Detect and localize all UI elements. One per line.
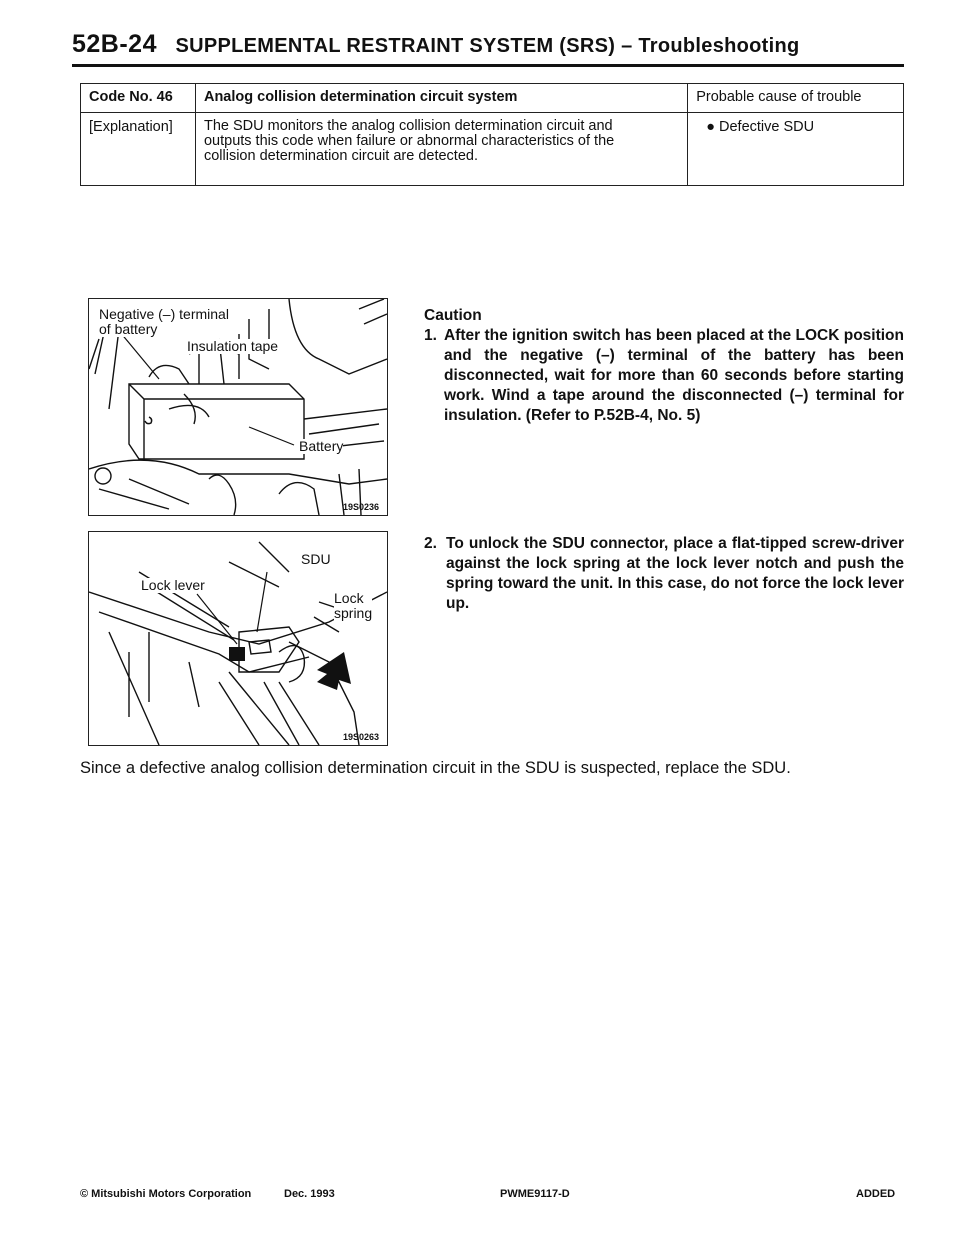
sdu-connector-figure (88, 531, 388, 746)
label-negative-terminal (99, 307, 229, 337)
caution-item-2 (424, 534, 904, 614)
explanation-line: collision determination circuit are detected. (203, 148, 478, 164)
explanation-label-cell: [Explanation] (81, 113, 196, 186)
caution-heading: Caution (424, 307, 482, 324)
item-text: To unlock the SDU connector, place a flat-tipped screw-driver against the lock spring at the lock lever notch and push the spring toward the unit. In this case, do not force the lock lever up. (446, 535, 904, 612)
label-sdu: SDU (301, 551, 331, 567)
label-battery: Battery (299, 438, 344, 454)
figure-id: 19S0263 (343, 732, 380, 742)
label-line: spring (334, 605, 373, 621)
label-line: Lock (334, 590, 364, 606)
label-line: of battery (99, 321, 158, 337)
item-number: 2. (424, 535, 437, 552)
code-table (80, 83, 904, 186)
page-header (72, 30, 904, 59)
explanation-line: outputs this code when failure or abnormal characteristics of the (203, 133, 615, 149)
cause-cell: ● Defective SDU (688, 113, 904, 186)
explanation-line: The SDU monitors the analog collision determination circuit and (203, 118, 613, 134)
caution-item-1 (424, 326, 904, 426)
explanation-text-cell (195, 113, 687, 186)
figure-id: 19S0236 (343, 502, 380, 512)
section-title: SUPPLEMENTAL RESTRAINT SYSTEM (SRS) – Troubleshooting (175, 35, 800, 57)
caution-block (424, 306, 904, 426)
battery-terminal-figure (88, 298, 388, 516)
footer-copyright: © Mitsubishi Motors Corporation (80, 1188, 252, 1200)
footer-status: ADDED (856, 1188, 896, 1200)
summary-text: Since a defective analog collision determination circuit in the SDU is suspected, replace the SDU. (80, 759, 791, 777)
item-text: After the ignition switch has been placed at the LOCK position and the negative (–) terminal of the battery has been disconnected, wait for more than 60 seconds before starting work. Wind a tape around the disconnected (–) terminal for insulation. (Refer to P.52B-4, No. 5) (444, 327, 904, 424)
label-insulation-tape: Insulation tape (187, 338, 279, 354)
sdu-connector-illustration (89, 532, 387, 745)
item-number: 1. (424, 327, 437, 344)
label-line: Negative (–) terminal (99, 306, 229, 322)
footer-date: Dec. 1993 (284, 1188, 335, 1200)
label-lock-lever: Lock lever (141, 577, 205, 593)
cause-header-cell: Probable cause of trouble (688, 84, 904, 113)
label-lock-spring (334, 591, 372, 621)
system-name-cell: Analog collision determination circuit system (195, 84, 687, 113)
footer-doc-number: PWME9117-D (500, 1188, 570, 1200)
header-rule (72, 64, 904, 67)
code-number-cell: Code No. 46 (81, 84, 196, 113)
page-number: 52B-24 (72, 30, 157, 58)
